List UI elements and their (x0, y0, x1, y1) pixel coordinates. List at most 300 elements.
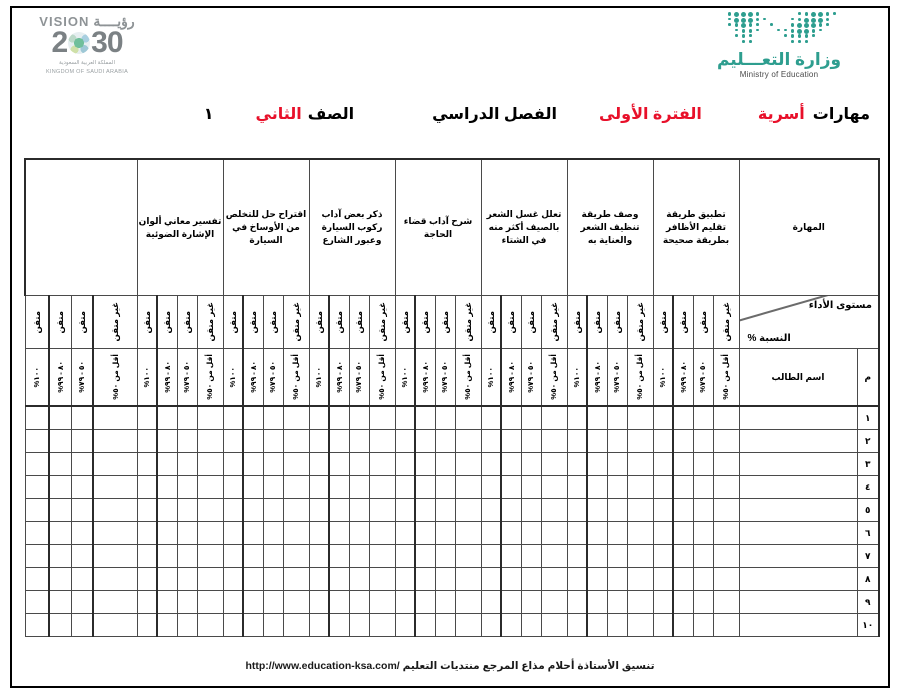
score-cell-s6-l1-r9[interactable] (283, 591, 309, 614)
score-cell-s6-l2-r7[interactable] (263, 545, 283, 568)
score-cell-s2-l1-r4[interactable] (627, 476, 653, 499)
score-cell-s2-l2-r6[interactable] (607, 522, 627, 545)
score-cell-s8-l2-r4[interactable] (71, 476, 93, 499)
score-cell-s7-l4-r9[interactable] (137, 591, 157, 614)
score-cell-s7-l4-r3[interactable] (137, 453, 157, 476)
score-cell-s6-l4-r10[interactable] (223, 614, 243, 637)
score-cell-s3-l1-r4[interactable] (541, 476, 567, 499)
student-name-cell[interactable] (739, 568, 857, 591)
score-cell-s1-l4-r6[interactable] (653, 522, 673, 545)
score-cell-s2-l4-r1[interactable] (567, 406, 587, 430)
score-cell-s2-l2-r7[interactable] (607, 545, 627, 568)
score-cell-s5-l1-r8[interactable] (369, 568, 395, 591)
score-cell-s6-l4-r1[interactable] (223, 406, 243, 430)
score-cell-s7-l2-r2[interactable] (177, 430, 197, 453)
score-cell-s6-l2-r1[interactable] (263, 406, 283, 430)
score-cell-s4-l1-r5[interactable] (455, 499, 481, 522)
score-cell-s4-l1-r8[interactable] (455, 568, 481, 591)
score-cell-s3-l2-r1[interactable] (521, 406, 541, 430)
score-cell-s8-l2-r5[interactable] (71, 499, 93, 522)
score-cell-s5-l4-r3[interactable] (309, 453, 329, 476)
score-cell-s5-l3-r1[interactable] (329, 406, 349, 430)
score-cell-s7-l2-r6[interactable] (177, 522, 197, 545)
score-cell-s1-l1-r9[interactable] (713, 591, 739, 614)
score-cell-s1-l2-r4[interactable] (693, 476, 713, 499)
score-cell-s3-l1-r9[interactable] (541, 591, 567, 614)
score-cell-s2-l3-r2[interactable] (587, 430, 607, 453)
score-cell-s1-l1-r1[interactable] (713, 406, 739, 430)
score-cell-s8-l4-r10[interactable] (25, 614, 49, 637)
score-cell-s6-l1-r6[interactable] (283, 522, 309, 545)
score-cell-s3-l2-r4[interactable] (521, 476, 541, 499)
score-cell-s6-l3-r10[interactable] (243, 614, 263, 637)
score-cell-s1-l4-r5[interactable] (653, 499, 673, 522)
score-cell-s3-l1-r3[interactable] (541, 453, 567, 476)
score-cell-s4-l1-r10[interactable] (455, 614, 481, 637)
score-cell-s3-l3-r2[interactable] (501, 430, 521, 453)
score-cell-s6-l1-r10[interactable] (283, 614, 309, 637)
score-cell-s5-l4-r9[interactable] (309, 591, 329, 614)
score-cell-s3-l1-r5[interactable] (541, 499, 567, 522)
score-cell-s5-l3-r10[interactable] (329, 614, 349, 637)
score-cell-s6-l4-r3[interactable] (223, 453, 243, 476)
score-cell-s8-l1-r1[interactable] (93, 406, 137, 430)
score-cell-s2-l1-r8[interactable] (627, 568, 653, 591)
student-name-cell[interactable] (739, 522, 857, 545)
score-cell-s2-l2-r9[interactable] (607, 591, 627, 614)
score-cell-s4-l4-r8[interactable] (395, 568, 415, 591)
score-cell-s2-l3-r1[interactable] (587, 406, 607, 430)
score-cell-s5-l1-r5[interactable] (369, 499, 395, 522)
score-cell-s6-l3-r2[interactable] (243, 430, 263, 453)
score-cell-s3-l2-r9[interactable] (521, 591, 541, 614)
score-cell-s4-l2-r6[interactable] (435, 522, 455, 545)
score-cell-s5-l3-r5[interactable] (329, 499, 349, 522)
score-cell-s3-l4-r7[interactable] (481, 545, 501, 568)
score-cell-s6-l4-r8[interactable] (223, 568, 243, 591)
score-cell-s7-l1-r5[interactable] (197, 499, 223, 522)
score-cell-s8-l2-r9[interactable] (71, 591, 93, 614)
score-cell-s1-l4-r3[interactable] (653, 453, 673, 476)
score-cell-s1-l4-r4[interactable] (653, 476, 673, 499)
score-cell-s1-l4-r10[interactable] (653, 614, 673, 637)
score-cell-s8-l1-r5[interactable] (93, 499, 137, 522)
score-cell-s2-l3-r4[interactable] (587, 476, 607, 499)
score-cell-s1-l1-r10[interactable] (713, 614, 739, 637)
score-cell-s8-l3-r9[interactable] (49, 591, 71, 614)
score-cell-s2-l1-r3[interactable] (627, 453, 653, 476)
score-cell-s8-l3-r1[interactable] (49, 406, 71, 430)
score-cell-s2-l2-r5[interactable] (607, 499, 627, 522)
score-cell-s8-l4-r2[interactable] (25, 430, 49, 453)
score-cell-s8-l4-r4[interactable] (25, 476, 49, 499)
score-cell-s1-l2-r5[interactable] (693, 499, 713, 522)
score-cell-s5-l1-r9[interactable] (369, 591, 395, 614)
score-cell-s3-l2-r3[interactable] (521, 453, 541, 476)
score-cell-s8-l3-r5[interactable] (49, 499, 71, 522)
score-cell-s6-l2-r10[interactable] (263, 614, 283, 637)
score-cell-s7-l1-r9[interactable] (197, 591, 223, 614)
score-cell-s3-l3-r9[interactable] (501, 591, 521, 614)
score-cell-s2-l3-r10[interactable] (587, 614, 607, 637)
score-cell-s7-l3-r10[interactable] (157, 614, 177, 637)
score-cell-s3-l1-r6[interactable] (541, 522, 567, 545)
score-cell-s1-l4-r9[interactable] (653, 591, 673, 614)
score-cell-s1-l1-r2[interactable] (713, 430, 739, 453)
score-cell-s6-l3-r7[interactable] (243, 545, 263, 568)
score-cell-s7-l2-r10[interactable] (177, 614, 197, 637)
score-cell-s3-l2-r7[interactable] (521, 545, 541, 568)
score-cell-s2-l4-r4[interactable] (567, 476, 587, 499)
score-cell-s1-l3-r1[interactable] (673, 406, 693, 430)
score-cell-s7-l1-r8[interactable] (197, 568, 223, 591)
score-cell-s1-l4-r1[interactable] (653, 406, 673, 430)
score-cell-s6-l1-r7[interactable] (283, 545, 309, 568)
score-cell-s4-l4-r6[interactable] (395, 522, 415, 545)
score-cell-s1-l4-r7[interactable] (653, 545, 673, 568)
score-cell-s7-l3-r6[interactable] (157, 522, 177, 545)
score-cell-s3-l3-r7[interactable] (501, 545, 521, 568)
score-cell-s8-l3-r8[interactable] (49, 568, 71, 591)
score-cell-s7-l1-r1[interactable] (197, 406, 223, 430)
score-cell-s1-l2-r3[interactable] (693, 453, 713, 476)
score-cell-s7-l4-r1[interactable] (137, 406, 157, 430)
score-cell-s5-l3-r7[interactable] (329, 545, 349, 568)
score-cell-s3-l2-r8[interactable] (521, 568, 541, 591)
score-cell-s4-l1-r9[interactable] (455, 591, 481, 614)
score-cell-s7-l3-r2[interactable] (157, 430, 177, 453)
footer-url[interactable]: http://www.education-ksa.com/ (245, 660, 400, 672)
score-cell-s1-l1-r3[interactable] (713, 453, 739, 476)
score-cell-s1-l1-r6[interactable] (713, 522, 739, 545)
score-cell-s5-l2-r6[interactable] (349, 522, 369, 545)
score-cell-s2-l3-r8[interactable] (587, 568, 607, 591)
score-cell-s8-l1-r4[interactable] (93, 476, 137, 499)
score-cell-s7-l3-r9[interactable] (157, 591, 177, 614)
score-cell-s4-l4-r1[interactable] (395, 406, 415, 430)
score-cell-s7-l4-r8[interactable] (137, 568, 157, 591)
score-cell-s7-l3-r1[interactable] (157, 406, 177, 430)
score-cell-s7-l4-r4[interactable] (137, 476, 157, 499)
student-name-cell[interactable] (739, 406, 857, 430)
score-cell-s7-l3-r5[interactable] (157, 499, 177, 522)
score-cell-s7-l2-r1[interactable] (177, 406, 197, 430)
score-cell-s1-l3-r2[interactable] (673, 430, 693, 453)
score-cell-s2-l1-r10[interactable] (627, 614, 653, 637)
score-cell-s2-l3-r5[interactable] (587, 499, 607, 522)
score-cell-s3-l4-r3[interactable] (481, 453, 501, 476)
score-cell-s3-l4-r2[interactable] (481, 430, 501, 453)
score-cell-s2-l2-r2[interactable] (607, 430, 627, 453)
score-cell-s2-l3-r3[interactable] (587, 453, 607, 476)
score-cell-s1-l3-r7[interactable] (673, 545, 693, 568)
score-cell-s8-l1-r10[interactable] (93, 614, 137, 637)
score-cell-s3-l1-r1[interactable] (541, 406, 567, 430)
score-cell-s4-l2-r10[interactable] (435, 614, 455, 637)
score-cell-s2-l2-r10[interactable] (607, 614, 627, 637)
score-cell-s4-l4-r9[interactable] (395, 591, 415, 614)
score-cell-s6-l2-r9[interactable] (263, 591, 283, 614)
score-cell-s5-l3-r3[interactable] (329, 453, 349, 476)
score-cell-s4-l2-r7[interactable] (435, 545, 455, 568)
score-cell-s1-l2-r10[interactable] (693, 614, 713, 637)
score-cell-s8-l2-r8[interactable] (71, 568, 93, 591)
score-cell-s4-l2-r9[interactable] (435, 591, 455, 614)
score-cell-s1-l1-r5[interactable] (713, 499, 739, 522)
score-cell-s1-l3-r8[interactable] (673, 568, 693, 591)
score-cell-s4-l3-r9[interactable] (415, 591, 435, 614)
score-cell-s7-l2-r9[interactable] (177, 591, 197, 614)
score-cell-s4-l3-r8[interactable] (415, 568, 435, 591)
score-cell-s1-l3-r6[interactable] (673, 522, 693, 545)
student-name-cell[interactable] (739, 476, 857, 499)
score-cell-s8-l3-r2[interactable] (49, 430, 71, 453)
score-cell-s8-l2-r2[interactable] (71, 430, 93, 453)
score-cell-s5-l4-r5[interactable] (309, 499, 329, 522)
score-cell-s1-l3-r10[interactable] (673, 614, 693, 637)
score-cell-s8-l3-r4[interactable] (49, 476, 71, 499)
score-cell-s5-l1-r3[interactable] (369, 453, 395, 476)
score-cell-s8-l1-r3[interactable] (93, 453, 137, 476)
score-cell-s6-l3-r6[interactable] (243, 522, 263, 545)
score-cell-s2-l1-r1[interactable] (627, 406, 653, 430)
student-name-cell[interactable] (739, 545, 857, 568)
score-cell-s7-l3-r4[interactable] (157, 476, 177, 499)
score-cell-s2-l4-r10[interactable] (567, 614, 587, 637)
score-cell-s4-l1-r1[interactable] (455, 406, 481, 430)
score-cell-s5-l1-r2[interactable] (369, 430, 395, 453)
score-cell-s8-l2-r6[interactable] (71, 522, 93, 545)
score-cell-s1-l1-r4[interactable] (713, 476, 739, 499)
score-cell-s6-l3-r1[interactable] (243, 406, 263, 430)
score-cell-s2-l4-r7[interactable] (567, 545, 587, 568)
score-cell-s3-l1-r7[interactable] (541, 545, 567, 568)
score-cell-s1-l4-r8[interactable] (653, 568, 673, 591)
score-cell-s8-l3-r7[interactable] (49, 545, 71, 568)
score-cell-s5-l3-r9[interactable] (329, 591, 349, 614)
score-cell-s8-l3-r6[interactable] (49, 522, 71, 545)
score-cell-s6-l2-r5[interactable] (263, 499, 283, 522)
score-cell-s6-l4-r9[interactable] (223, 591, 243, 614)
score-cell-s6-l3-r8[interactable] (243, 568, 263, 591)
score-cell-s5-l2-r8[interactable] (349, 568, 369, 591)
score-cell-s8-l4-r1[interactable] (25, 406, 49, 430)
score-cell-s1-l2-r2[interactable] (693, 430, 713, 453)
score-cell-s1-l3-r3[interactable] (673, 453, 693, 476)
score-cell-s3-l3-r5[interactable] (501, 499, 521, 522)
score-cell-s8-l2-r1[interactable] (71, 406, 93, 430)
score-cell-s7-l1-r6[interactable] (197, 522, 223, 545)
student-name-cell[interactable] (739, 614, 857, 637)
score-cell-s7-l1-r3[interactable] (197, 453, 223, 476)
score-cell-s1-l3-r5[interactable] (673, 499, 693, 522)
score-cell-s4-l4-r5[interactable] (395, 499, 415, 522)
score-cell-s3-l3-r4[interactable] (501, 476, 521, 499)
score-cell-s7-l2-r4[interactable] (177, 476, 197, 499)
score-cell-s3-l2-r2[interactable] (521, 430, 541, 453)
score-cell-s5-l4-r4[interactable] (309, 476, 329, 499)
score-cell-s6-l3-r9[interactable] (243, 591, 263, 614)
score-cell-s7-l2-r3[interactable] (177, 453, 197, 476)
score-cell-s5-l4-r10[interactable] (309, 614, 329, 637)
student-name-cell[interactable] (739, 591, 857, 614)
score-cell-s6-l1-r1[interactable] (283, 406, 309, 430)
score-cell-s7-l2-r5[interactable] (177, 499, 197, 522)
score-cell-s4-l1-r6[interactable] (455, 522, 481, 545)
score-cell-s6-l1-r5[interactable] (283, 499, 309, 522)
score-cell-s6-l1-r2[interactable] (283, 430, 309, 453)
score-cell-s5-l1-r6[interactable] (369, 522, 395, 545)
score-cell-s3-l4-r8[interactable] (481, 568, 501, 591)
score-cell-s2-l3-r6[interactable] (587, 522, 607, 545)
score-cell-s6-l4-r2[interactable] (223, 430, 243, 453)
score-cell-s3-l4-r5[interactable] (481, 499, 501, 522)
score-cell-s5-l2-r9[interactable] (349, 591, 369, 614)
score-cell-s5-l4-r1[interactable] (309, 406, 329, 430)
score-cell-s7-l1-r2[interactable] (197, 430, 223, 453)
score-cell-s4-l1-r2[interactable] (455, 430, 481, 453)
score-cell-s3-l3-r8[interactable] (501, 568, 521, 591)
score-cell-s4-l4-r10[interactable] (395, 614, 415, 637)
score-cell-s4-l4-r3[interactable] (395, 453, 415, 476)
score-cell-s1-l2-r1[interactable] (693, 406, 713, 430)
score-cell-s2-l3-r9[interactable] (587, 591, 607, 614)
score-cell-s5-l2-r10[interactable] (349, 614, 369, 637)
score-cell-s8-l4-r6[interactable] (25, 522, 49, 545)
score-cell-s6-l4-r4[interactable] (223, 476, 243, 499)
score-cell-s6-l2-r6[interactable] (263, 522, 283, 545)
score-cell-s6-l3-r5[interactable] (243, 499, 263, 522)
student-name-cell[interactable] (739, 453, 857, 476)
score-cell-s4-l1-r4[interactable] (455, 476, 481, 499)
score-cell-s1-l2-r6[interactable] (693, 522, 713, 545)
score-cell-s5-l4-r2[interactable] (309, 430, 329, 453)
score-cell-s2-l4-r5[interactable] (567, 499, 587, 522)
score-cell-s8-l2-r7[interactable] (71, 545, 93, 568)
score-cell-s5-l2-r1[interactable] (349, 406, 369, 430)
score-cell-s1-l2-r8[interactable] (693, 568, 713, 591)
score-cell-s5-l4-r6[interactable] (309, 522, 329, 545)
score-cell-s1-l2-r9[interactable] (693, 591, 713, 614)
score-cell-s8-l4-r5[interactable] (25, 499, 49, 522)
score-cell-s5-l1-r4[interactable] (369, 476, 395, 499)
score-cell-s1-l3-r9[interactable] (673, 591, 693, 614)
score-cell-s3-l2-r6[interactable] (521, 522, 541, 545)
score-cell-s4-l4-r2[interactable] (395, 430, 415, 453)
score-cell-s5-l1-r10[interactable] (369, 614, 395, 637)
score-cell-s1-l2-r7[interactable] (693, 545, 713, 568)
score-cell-s1-l1-r7[interactable] (713, 545, 739, 568)
score-cell-s5-l3-r2[interactable] (329, 430, 349, 453)
score-cell-s3-l2-r10[interactable] (521, 614, 541, 637)
score-cell-s4-l3-r3[interactable] (415, 453, 435, 476)
score-cell-s5-l2-r2[interactable] (349, 430, 369, 453)
score-cell-s8-l4-r8[interactable] (25, 568, 49, 591)
score-cell-s8-l1-r7[interactable] (93, 545, 137, 568)
score-cell-s3-l1-r2[interactable] (541, 430, 567, 453)
score-cell-s1-l4-r2[interactable] (653, 430, 673, 453)
score-cell-s2-l4-r8[interactable] (567, 568, 587, 591)
score-cell-s4-l3-r6[interactable] (415, 522, 435, 545)
score-cell-s8-l4-r3[interactable] (25, 453, 49, 476)
score-cell-s6-l4-r7[interactable] (223, 545, 243, 568)
score-cell-s2-l1-r6[interactable] (627, 522, 653, 545)
score-cell-s2-l1-r5[interactable] (627, 499, 653, 522)
score-cell-s5-l1-r1[interactable] (369, 406, 395, 430)
score-cell-s4-l1-r3[interactable] (455, 453, 481, 476)
score-cell-s8-l3-r3[interactable] (49, 453, 71, 476)
score-cell-s3-l4-r1[interactable] (481, 406, 501, 430)
score-cell-s5-l3-r8[interactable] (329, 568, 349, 591)
score-cell-s2-l1-r2[interactable] (627, 430, 653, 453)
score-cell-s6-l2-r2[interactable] (263, 430, 283, 453)
score-cell-s8-l2-r3[interactable] (71, 453, 93, 476)
score-cell-s7-l4-r6[interactable] (137, 522, 157, 545)
score-cell-s2-l1-r9[interactable] (627, 591, 653, 614)
score-cell-s2-l3-r7[interactable] (587, 545, 607, 568)
score-cell-s8-l1-r2[interactable] (93, 430, 137, 453)
score-cell-s6-l1-r3[interactable] (283, 453, 309, 476)
score-cell-s7-l4-r5[interactable] (137, 499, 157, 522)
score-cell-s6-l3-r4[interactable] (243, 476, 263, 499)
score-cell-s4-l2-r5[interactable] (435, 499, 455, 522)
score-cell-s4-l2-r8[interactable] (435, 568, 455, 591)
score-cell-s6-l2-r3[interactable] (263, 453, 283, 476)
score-cell-s3-l1-r8[interactable] (541, 568, 567, 591)
score-cell-s3-l3-r6[interactable] (501, 522, 521, 545)
score-cell-s6-l3-r3[interactable] (243, 453, 263, 476)
score-cell-s2-l4-r2[interactable] (567, 430, 587, 453)
score-cell-s4-l1-r7[interactable] (455, 545, 481, 568)
score-cell-s2-l4-r3[interactable] (567, 453, 587, 476)
score-cell-s2-l4-r9[interactable] (567, 591, 587, 614)
student-name-cell[interactable] (739, 499, 857, 522)
score-cell-s8-l1-r8[interactable] (93, 568, 137, 591)
score-cell-s4-l3-r5[interactable] (415, 499, 435, 522)
score-cell-s8-l2-r10[interactable] (71, 614, 93, 637)
score-cell-s3-l2-r5[interactable] (521, 499, 541, 522)
score-cell-s3-l4-r6[interactable] (481, 522, 501, 545)
score-cell-s6-l1-r4[interactable] (283, 476, 309, 499)
score-cell-s7-l4-r2[interactable] (137, 430, 157, 453)
score-cell-s2-l4-r6[interactable] (567, 522, 587, 545)
score-cell-s2-l2-r1[interactable] (607, 406, 627, 430)
score-cell-s4-l2-r4[interactable] (435, 476, 455, 499)
score-cell-s3-l4-r9[interactable] (481, 591, 501, 614)
score-cell-s4-l3-r1[interactable] (415, 406, 435, 430)
score-cell-s7-l2-r8[interactable] (177, 568, 197, 591)
score-cell-s1-l3-r4[interactable] (673, 476, 693, 499)
score-cell-s3-l3-r3[interactable] (501, 453, 521, 476)
score-cell-s7-l1-r7[interactable] (197, 545, 223, 568)
score-cell-s5-l2-r5[interactable] (349, 499, 369, 522)
score-cell-s6-l1-r8[interactable] (283, 568, 309, 591)
score-cell-s3-l4-r4[interactable] (481, 476, 501, 499)
score-cell-s6-l2-r4[interactable] (263, 476, 283, 499)
score-cell-s3-l3-r10[interactable] (501, 614, 521, 637)
score-cell-s4-l4-r7[interactable] (395, 545, 415, 568)
score-cell-s3-l3-r1[interactable] (501, 406, 521, 430)
score-cell-s2-l1-r7[interactable] (627, 545, 653, 568)
score-cell-s8-l3-r10[interactable] (49, 614, 71, 637)
score-cell-s2-l2-r3[interactable] (607, 453, 627, 476)
score-cell-s5-l2-r4[interactable] (349, 476, 369, 499)
score-cell-s5-l2-r7[interactable] (349, 545, 369, 568)
score-cell-s5-l3-r6[interactable] (329, 522, 349, 545)
score-cell-s3-l1-r10[interactable] (541, 614, 567, 637)
score-cell-s4-l3-r7[interactable] (415, 545, 435, 568)
score-cell-s7-l3-r8[interactable] (157, 568, 177, 591)
